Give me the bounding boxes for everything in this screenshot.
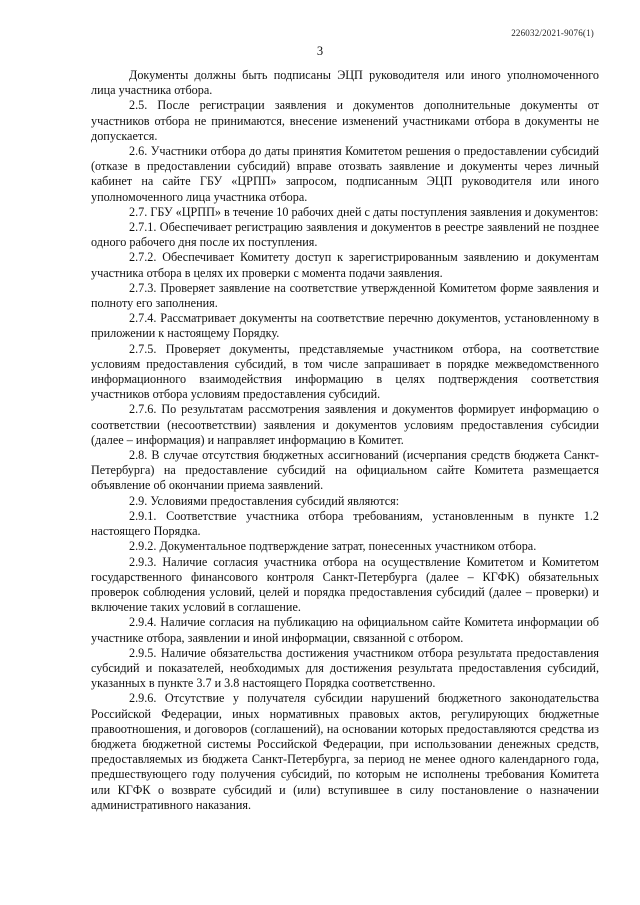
paragraph-2-5: 2.5. После регистрации заявления и документов дополнительные документы от участников отбора не принимаются, внесение изменений участниками отбора в документы не допускается.	[91, 98, 599, 143]
paragraph-2-9-1: 2.9.1. Соответствие участника отбора требованиям, установленным в пункте 1.2 настоящего Порядка.	[91, 508, 599, 539]
paragraph-signature-requirement: Документы должны быть подписаны ЭЦП руководителя или иного уполномоченного лица участника отбора.	[91, 68, 599, 98]
paragraph-2-7: 2.7. ГБУ «ЦРПП» в течение 10 рабочих дней с даты поступления заявления и документов:	[129, 204, 599, 219]
paragraph-2-9-5: 2.9.5. Наличие обязательства достижения участником отбора результата предоставления субсидий и показателей, необходимых для достижения результата предоставления субсидий, указанных в пункте 3.7 и 3.8 настоящего Порядка соответственно.	[91, 645, 599, 691]
paragraph-2-6: 2.6. Участники отбора до даты принятия Комитетом решения о предоставлении субсидий (отказе в предоставлении субсидий) вправе отозвать заявление и документы через личный кабинет на сайте ГБУ «ЦРПП» запросом, подписанным ЭЦП руководителя или иного уполномоченного лица участника отбора.	[91, 144, 599, 204]
document-body	[91, 68, 599, 813]
paragraph-2-9-2: 2.9.2. Документальное подтверждение затрат, понесенных участником отбора.	[129, 539, 537, 554]
paragraph-2-7-1: 2.7.1. Обеспечивает регистрацию заявления и документов в реестре заявлений не позднее одного рабочего дня после их поступления.	[91, 220, 599, 250]
paragraph-2-9-4: 2.9.4. Наличие согласия на публикацию на официальном сайте Комитета информации об участнике отбора, заявлении и иной информации, связанной с отбором.	[91, 615, 599, 645]
paragraph-2-7-2: 2.7.2. Обеспечивает Комитету доступ к зарегистрированным заявлению и документам участника отбора в целях их проверки с момента подачи заявления.	[91, 250, 599, 280]
paragraph-2-7-3: 2.7.3. Проверяет заявление на соответствие утвержденной Комитетом форме заявления и полноту его заполнения.	[91, 280, 599, 311]
paragraph-2-7-4: 2.7.4. Рассматривает документы на соответствие перечню документов, установленному в приложении к настоящему Порядку.	[91, 311, 599, 341]
paragraph-2-7-5: 2.7.5. Проверяет документы, представляемые участником отбора, на соответствие условиям предоставления субсидий, в том числе запрашивает в порядке межведомственного информационного взаимодействия информацию в целях подтверждения соответствия участников отбора условиям предоставления субсидий.	[91, 341, 599, 402]
paragraph-2-9-6: 2.9.6. Отсутствие у получателя субсидии нарушений бюджетного законодательства Российской Федерации, иных нормативных правовых актов, регулирующих бюджетные правоотношения, и договоров (соглашений), на основании которых предоставляются средства из бюджета бюджетной системы Российской Федерации, при использовании денежных средств, предоставляемых из бюджета Санкт-Петербурга, за период не менее одного календарного года, предшествующего году получения субсидий, по которым не исполнены требования Комитета или КГФК о возврате субсидий и (или) вступившее в силу постановление о назначении административного наказания.	[91, 691, 599, 812]
paragraph-2-9: 2.9. Условиями предоставления субсидий являются:	[129, 493, 400, 508]
paragraph-2-7-6: 2.7.6. По результатам рассмотрения заявления и документов формирует информацию о соответствии (несоответствии) заявления и документов условиям предоставления субсидии (далее – информация) и направляет информацию в Комитет.	[91, 402, 599, 447]
page-number: 3	[316, 44, 324, 58]
paragraph-2-8: 2.8. В случае отсутствия бюджетных ассигнований (исчерпания средств бюджета Санкт-Петербурга) на предоставление субсидий на официальном сайте Комитета размещается объявление об окончании приема заявлений.	[91, 448, 599, 493]
paragraph-2-9-3: 2.9.3. Наличие согласия участника отбора на осуществление Комитетом и Комитетом государственного финансового контроля Санкт-Петербурга (далее – КГФК) обязательных проверок соблюдения условий, целей и порядка предоставления субсидий (далее – проверки) и включение таких условий в соглашение.	[91, 554, 599, 615]
document-number: 226032/2021-9076(1)	[511, 28, 594, 38]
